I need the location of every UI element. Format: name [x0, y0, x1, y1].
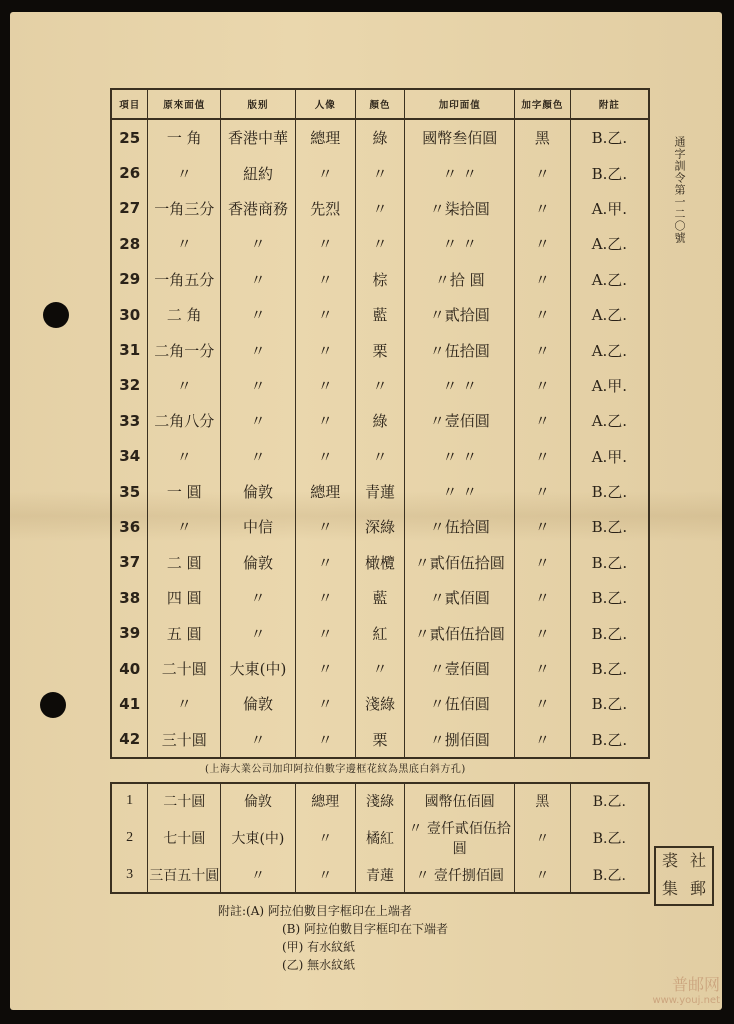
cell-remarks: B.乙. — [570, 651, 649, 686]
table-row — [111, 226, 649, 261]
table-row — [111, 332, 649, 367]
seal-char: 郵 — [689, 879, 706, 898]
header-surcharge-color: 加字顏色 — [514, 89, 570, 119]
cell-color: 〃 — [355, 651, 405, 686]
cell-printing: 〃 — [221, 580, 296, 615]
cell-original-value: 二十圓 — [148, 783, 221, 818]
cell-color: 栗 — [355, 332, 405, 367]
table-caption: (上海大業公司加印阿拉伯數字邊框花紋為黑底白斜方孔) — [205, 764, 466, 775]
cell-portrait: 〃 — [295, 332, 355, 367]
cell-remarks: A.甲. — [570, 191, 649, 226]
cell-color: 淺綠 — [355, 686, 405, 721]
site-watermark — [620, 972, 720, 1006]
header-portrait: 人像 — [295, 89, 355, 119]
cell-portrait: 總理 — [295, 783, 355, 818]
cell-printing: 倫敦 — [221, 474, 296, 509]
cell-surcharge-value: 國幣叁佰圓 — [405, 119, 515, 155]
cell-original-value: 七十圓 — [148, 818, 221, 858]
stamp-surcharge-table — [110, 88, 650, 759]
table-row — [111, 615, 649, 650]
header-color: 顏色 — [355, 89, 405, 119]
footnote-item: (A) 阿拉伯數目字框印在上端者 — [246, 904, 412, 918]
cell-remarks: B.乙. — [570, 783, 649, 818]
cell-surcharge-value: 〃貳佰圓 — [405, 580, 515, 615]
cell-printing: 〃 — [221, 403, 296, 438]
table-row — [111, 119, 649, 155]
cell-item-number: 39 — [111, 615, 148, 650]
cell-original-value: 〃 — [148, 226, 221, 261]
cell-remarks: B.乙. — [570, 509, 649, 544]
cell-portrait: 〃 — [295, 722, 355, 758]
cell-color: 〃 — [355, 439, 405, 474]
seal-char: 集 — [661, 879, 678, 898]
cell-portrait: 〃 — [295, 368, 355, 403]
cell-item-number: 26 — [111, 155, 148, 190]
cell-item-number: 2 — [111, 818, 148, 858]
collector-seal — [654, 846, 714, 906]
punch-hole — [40, 692, 66, 718]
header-original-value: 原來面值 — [148, 89, 221, 119]
cell-surcharge-color: 〃 — [514, 580, 570, 615]
cell-remarks: B.乙. — [570, 686, 649, 721]
cell-surcharge-value: 〃 〃 — [405, 155, 515, 190]
cell-item-number: 38 — [111, 580, 148, 615]
cell-surcharge-color: 〃 — [514, 262, 570, 297]
footnote-item: (甲) 有水紋紙 — [282, 940, 356, 954]
cell-surcharge-value: 〃捌佰圓 — [405, 722, 515, 758]
cell-surcharge-color: 黑 — [514, 783, 570, 818]
punch-hole — [43, 302, 69, 328]
cell-color: 淺綠 — [355, 783, 405, 818]
cell-remarks: A.乙. — [570, 332, 649, 367]
cell-original-value: 二 圓 — [148, 545, 221, 580]
cell-portrait: 〃 — [295, 818, 355, 858]
cell-surcharge-color: 〃 — [514, 545, 570, 580]
cell-portrait: 〃 — [295, 155, 355, 190]
cell-surcharge-color: 〃 — [514, 858, 570, 893]
cell-remarks: B.乙. — [570, 615, 649, 650]
cell-original-value: 三百五十圓 — [148, 858, 221, 893]
cell-item-number: 37 — [111, 545, 148, 580]
cell-surcharge-color: 〃 — [514, 615, 570, 650]
cell-surcharge-value: 〃壹佰圓 — [405, 403, 515, 438]
cell-color: 深綠 — [355, 509, 405, 544]
cell-remarks: B.乙. — [570, 818, 649, 858]
cell-remarks: A.乙. — [570, 403, 649, 438]
cell-surcharge-value: 〃伍拾圓 — [405, 332, 515, 367]
cell-item-number: 25 — [111, 119, 148, 155]
cell-color: 紅 — [355, 615, 405, 650]
cell-remarks: B.乙. — [570, 155, 649, 190]
header-printing: 版别 — [221, 89, 296, 119]
cell-item-number: 27 — [111, 191, 148, 226]
cell-portrait: 〃 — [295, 615, 355, 650]
cell-surcharge-value: 〃 壹仟捌佰圓 — [405, 858, 515, 893]
cell-surcharge-color: 〃 — [514, 439, 570, 474]
cell-surcharge-color: 黑 — [514, 119, 570, 155]
cell-surcharge-value: 國幣伍佰圓 — [405, 783, 515, 818]
cell-printing: 中信 — [221, 509, 296, 544]
cell-portrait: 〃 — [295, 297, 355, 332]
footnote-label: 附註: — [218, 904, 247, 918]
table-row — [111, 297, 649, 332]
cell-color: 棕 — [355, 262, 405, 297]
cell-item-number: 28 — [111, 226, 148, 261]
header-surcharge-value: 加印面值 — [405, 89, 515, 119]
cell-original-value: 五 圓 — [148, 615, 221, 650]
cell-portrait: 〃 — [295, 651, 355, 686]
table-row — [111, 368, 649, 403]
cell-original-value: 二角一分 — [148, 332, 221, 367]
cell-original-value: 二十圓 — [148, 651, 221, 686]
table-row — [111, 262, 649, 297]
table-row — [111, 651, 649, 686]
table-row — [111, 580, 649, 615]
table-row — [111, 858, 649, 893]
cell-printing: 〃 — [221, 297, 296, 332]
cell-portrait: 〃 — [295, 545, 355, 580]
cell-remarks: B.乙. — [570, 545, 649, 580]
cell-surcharge-color: 〃 — [514, 509, 570, 544]
cell-surcharge-color: 〃 — [514, 226, 570, 261]
cell-remarks: B.乙. — [570, 119, 649, 155]
cell-surcharge-value: 〃 〃 — [405, 368, 515, 403]
cell-remarks: A.甲. — [570, 439, 649, 474]
cell-item-number: 31 — [111, 332, 148, 367]
cell-original-value: 〃 — [148, 509, 221, 544]
watermark-url: www.youj.net — [652, 995, 720, 1006]
cell-original-value: 〃 — [148, 686, 221, 721]
header-remarks: 附註 — [570, 89, 649, 119]
cell-surcharge-color: 〃 — [514, 818, 570, 858]
cell-portrait: 〃 — [295, 262, 355, 297]
cell-printing: 〃 — [221, 439, 296, 474]
cell-surcharge-value: 〃 壹仟貳佰伍拾圓 — [405, 818, 515, 858]
cell-portrait: 〃 — [295, 226, 355, 261]
cell-remarks: A.乙. — [570, 226, 649, 261]
cell-color: 青蓮 — [355, 474, 405, 509]
cell-item-number: 3 — [111, 858, 148, 893]
footnote-item: (B) 阿拉伯數目字框印在下端者 — [282, 922, 448, 936]
cell-original-value: 一角三分 — [148, 191, 221, 226]
cell-printing: 〃 — [221, 722, 296, 758]
cell-printing: 〃 — [221, 368, 296, 403]
cell-color: 〃 — [355, 368, 405, 403]
table-row — [111, 191, 649, 226]
cell-item-number: 42 — [111, 722, 148, 758]
cell-original-value: 二角八分 — [148, 403, 221, 438]
cell-original-value: 一角五分 — [148, 262, 221, 297]
cell-item-number: 30 — [111, 297, 148, 332]
table-row — [111, 722, 649, 758]
cell-surcharge-value: 〃壹佰圓 — [405, 651, 515, 686]
side-note: 通字訓令第一二〇號 — [673, 136, 686, 244]
cell-printing: 大東(中) — [221, 818, 296, 858]
table-row — [111, 818, 649, 858]
cell-item-number: 34 — [111, 439, 148, 474]
cell-surcharge-color: 〃 — [514, 722, 570, 758]
cell-color: 〃 — [355, 155, 405, 190]
cell-color: 綠 — [355, 119, 405, 155]
cell-item-number: 33 — [111, 403, 148, 438]
cell-printing: 倫敦 — [221, 545, 296, 580]
table-row — [111, 509, 649, 544]
cell-original-value: 三十圓 — [148, 722, 221, 758]
cell-surcharge-color: 〃 — [514, 332, 570, 367]
table-row — [111, 545, 649, 580]
cell-portrait: 先烈 — [295, 191, 355, 226]
footnotes — [218, 902, 448, 974]
watermark-title: 普邮网 — [671, 975, 720, 994]
cell-surcharge-color: 〃 — [514, 474, 570, 509]
cell-surcharge-value: 〃貳佰伍拾圓 — [405, 545, 515, 580]
table-row — [111, 403, 649, 438]
cell-item-number: 32 — [111, 368, 148, 403]
cell-original-value: 一 圓 — [148, 474, 221, 509]
cell-item-number: 35 — [111, 474, 148, 509]
cell-color: 藍 — [355, 580, 405, 615]
cell-printing: 紐約 — [221, 155, 296, 190]
cell-portrait: 〃 — [295, 509, 355, 544]
table-row — [111, 155, 649, 190]
cell-original-value: 四 圓 — [148, 580, 221, 615]
cell-surcharge-color: 〃 — [514, 368, 570, 403]
cell-portrait: 〃 — [295, 686, 355, 721]
cell-original-value: 〃 — [148, 368, 221, 403]
cell-surcharge-value: 〃伍佰圓 — [405, 686, 515, 721]
cell-printing: 〃 — [221, 615, 296, 650]
seal-char: 裘 — [661, 851, 678, 870]
cell-surcharge-value: 〃伍拾圓 — [405, 509, 515, 544]
cell-portrait: 〃 — [295, 403, 355, 438]
cell-surcharge-value: 〃 〃 — [405, 226, 515, 261]
footnote-item: (乙) 無水紋紙 — [282, 958, 356, 972]
cell-original-value: 一 角 — [148, 119, 221, 155]
cell-surcharge-color: 〃 — [514, 686, 570, 721]
cell-original-value: 二 角 — [148, 297, 221, 332]
cell-surcharge-value: 〃拾 圓 — [405, 262, 515, 297]
cell-printing: 倫敦 — [221, 783, 296, 818]
cell-item-number: 41 — [111, 686, 148, 721]
cell-color: 藍 — [355, 297, 405, 332]
cell-surcharge-color: 〃 — [514, 191, 570, 226]
cell-color: 〃 — [355, 226, 405, 261]
cell-remarks: A.甲. — [570, 368, 649, 403]
seal-char: 社 — [689, 851, 706, 870]
cell-color: 綠 — [355, 403, 405, 438]
cell-original-value: 〃 — [148, 439, 221, 474]
cell-item-number: 40 — [111, 651, 148, 686]
cell-surcharge-value: 〃柒拾圓 — [405, 191, 515, 226]
table-row — [111, 686, 649, 721]
table-row — [111, 439, 649, 474]
cell-color: 〃 — [355, 191, 405, 226]
cell-surcharge-value: 〃 〃 — [405, 474, 515, 509]
cell-portrait: 總理 — [295, 119, 355, 155]
cell-printing: 香港中華 — [221, 119, 296, 155]
cell-printing: 大東(中) — [221, 651, 296, 686]
cell-remarks: B.乙. — [570, 722, 649, 758]
cell-surcharge-color: 〃 — [514, 297, 570, 332]
cell-item-number: 36 — [111, 509, 148, 544]
cell-color: 橄欖 — [355, 545, 405, 580]
cell-original-value: 〃 — [148, 155, 221, 190]
cell-printing: 〃 — [221, 226, 296, 261]
cell-printing: 〃 — [221, 858, 296, 893]
cell-color: 栗 — [355, 722, 405, 758]
cell-surcharge-color: 〃 — [514, 155, 570, 190]
cell-printing: 香港商務 — [221, 191, 296, 226]
table-row — [111, 474, 649, 509]
cell-surcharge-value: 〃 〃 — [405, 439, 515, 474]
cell-item-number: 1 — [111, 783, 148, 818]
cell-item-number: 29 — [111, 262, 148, 297]
cell-remarks: A.乙. — [570, 297, 649, 332]
cell-portrait: 〃 — [295, 858, 355, 893]
cell-printing: 倫敦 — [221, 686, 296, 721]
cell-remarks: B.乙. — [570, 858, 649, 893]
cell-portrait: 〃 — [295, 580, 355, 615]
cell-surcharge-color: 〃 — [514, 651, 570, 686]
cell-color: 青蓮 — [355, 858, 405, 893]
header-item: 項目 — [111, 89, 148, 119]
shanghai-surcharge-table — [110, 782, 650, 894]
cell-color: 橘紅 — [355, 818, 405, 858]
cell-remarks: A.乙. — [570, 262, 649, 297]
cell-remarks: B.乙. — [570, 474, 649, 509]
table-row — [111, 783, 649, 818]
cell-portrait: 〃 — [295, 439, 355, 474]
cell-surcharge-color: 〃 — [514, 403, 570, 438]
cell-surcharge-value: 〃貳佰伍拾圓 — [405, 615, 515, 650]
cell-printing: 〃 — [221, 262, 296, 297]
table-header-row — [111, 89, 649, 119]
cell-remarks: B.乙. — [570, 580, 649, 615]
cell-printing: 〃 — [221, 332, 296, 367]
cell-portrait: 總理 — [295, 474, 355, 509]
cell-surcharge-value: 〃貳拾圓 — [405, 297, 515, 332]
